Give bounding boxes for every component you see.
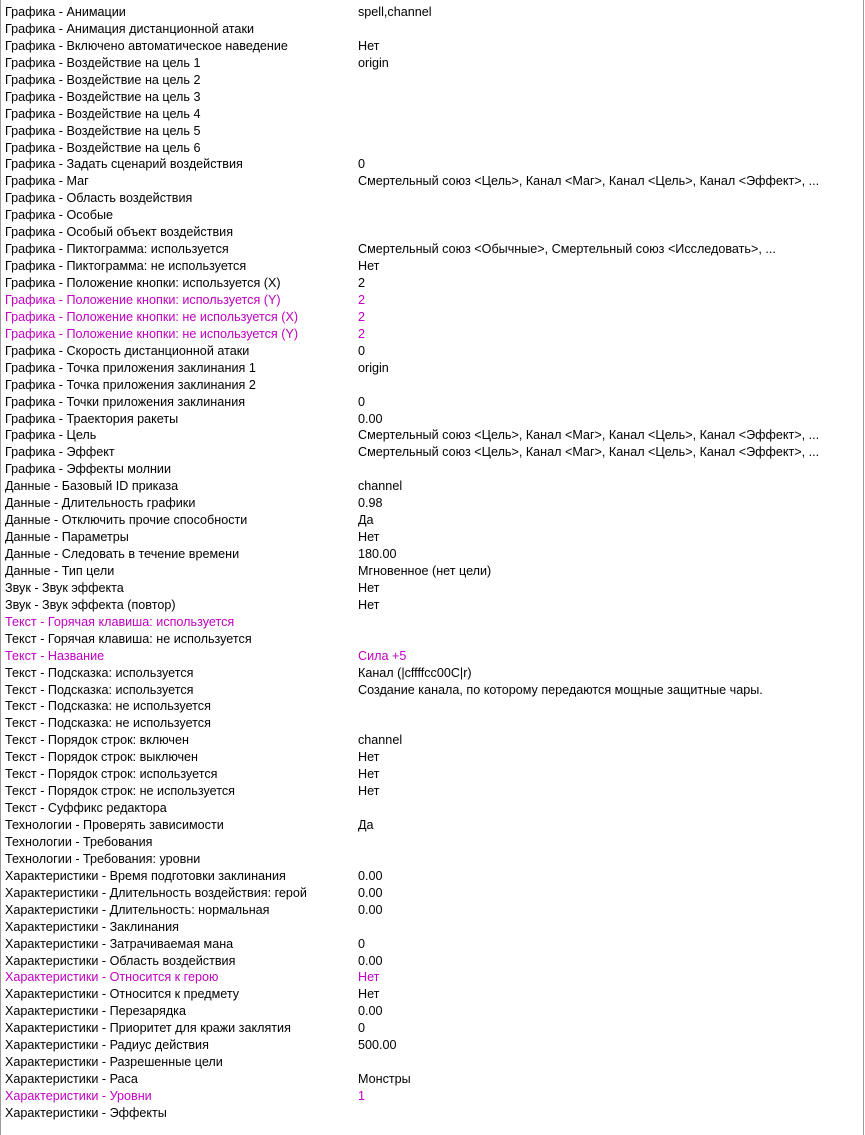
field-value: 2 [358, 309, 366, 324]
field-name: Графика - Пиктограмма: не используется [5, 259, 247, 274]
field-value: spell,channel [358, 5, 432, 19]
field-value: Да [358, 818, 374, 832]
field-value: Да [358, 513, 374, 528]
field-value: Канал (|cffffcc00C|r) [358, 665, 472, 680]
field-row[interactable] [5, 902, 861, 919]
field-name: Данные - Отключить прочие способности [5, 513, 248, 528]
field-row[interactable] [5, 140, 861, 157]
field-name: Графика - Траектория ракеты [5, 411, 179, 426]
field-row[interactable] [5, 377, 861, 394]
field-row[interactable] [5, 411, 861, 428]
field-row[interactable] [5, 190, 861, 207]
field-name: Графика - Воздействие на цель 5 [5, 123, 201, 138]
field-value: Нет [358, 784, 380, 799]
field-value: 180.00 [358, 547, 397, 561]
field-name: Технологии - Проверять зависимости [5, 818, 224, 832]
field-value: 0.00 [358, 411, 383, 426]
field-name: Графика - Особые [5, 208, 114, 223]
field-value: Нет [358, 38, 380, 53]
field-row[interactable] [5, 885, 861, 902]
field-row[interactable] [5, 38, 861, 55]
field-value: Смертельный союз <Цель>, Канал <Маг>, Канал <Цель>, Канал <Эффект>, ... [358, 445, 820, 460]
field-name: Характеристики - Приоритет для кражи заклятия [5, 1021, 291, 1036]
field-name: Характеристики - Эффекты [5, 1105, 167, 1120]
field-name: Графика - Воздействие на цель 4 [5, 106, 201, 121]
field-row[interactable] [5, 326, 861, 343]
field-name: Графика - Воздействие на цель 1 [5, 55, 201, 70]
field-value: 0.98 [358, 496, 383, 511]
field-value: 2 [358, 276, 366, 290]
field-name: Графика - Скорость дистанционной атаки [5, 343, 250, 358]
field-value: Нет [358, 987, 380, 1002]
field-name: Текст - Горячая клавиша: не используется [5, 631, 252, 646]
field-row[interactable] [5, 715, 861, 732]
field-row[interactable] [5, 1105, 861, 1122]
field-name: Технологии - Требования [5, 834, 153, 849]
field-value: 0.00 [358, 902, 383, 917]
field-row[interactable] [5, 969, 861, 986]
field-name: Текст - Подсказка: используется [5, 665, 194, 680]
field-name: Характеристики - Область воздействия [5, 953, 236, 968]
field-name: Характеристики - Длительность: нормальная [5, 902, 270, 917]
field-value: 2 [358, 326, 366, 341]
field-row[interactable] [5, 783, 861, 800]
field-row[interactable] [5, 123, 861, 140]
field-value: 0.00 [358, 1004, 383, 1019]
field-name: Текст - Подсказка: не используется [5, 699, 211, 714]
field-row[interactable] [5, 72, 861, 89]
field-name: Характеристики - Длительность воздействия: герой [5, 885, 307, 900]
field-row[interactable] [5, 698, 861, 715]
field-name: Данные - Следовать в течение времени [5, 547, 240, 561]
field-row[interactable] [5, 224, 861, 241]
field-name: Характеристики - Разрешенные цели [5, 1055, 223, 1070]
field-row[interactable] [5, 444, 861, 461]
field-row[interactable] [5, 461, 861, 478]
fields-rows [5, 4, 861, 1122]
field-value: Нет [358, 750, 380, 765]
field-name: Графика - Область воздействия [5, 191, 193, 206]
field-row[interactable] [5, 156, 861, 173]
field-value: Сила +5 [358, 648, 407, 663]
field-row[interactable] [5, 732, 861, 749]
field-name: Графика - Положение кнопки: используется (Y) [5, 292, 281, 307]
field-value: 0 [358, 394, 366, 409]
field-row[interactable] [5, 1054, 861, 1071]
field-row[interactable] [5, 614, 861, 631]
field-value: Нет [358, 530, 380, 545]
field-value: 2 [358, 292, 366, 307]
field-row[interactable] [5, 21, 861, 38]
field-row[interactable] [5, 936, 861, 953]
field-name: Характеристики - Перезарядка [5, 1004, 186, 1019]
field-name: Технологии - Требования: уровни [5, 851, 201, 866]
field-row[interactable] [5, 868, 861, 885]
field-name: Графика - Эффект [5, 445, 115, 460]
field-row[interactable] [5, 546, 861, 563]
field-row[interactable] [5, 309, 861, 326]
field-row[interactable] [5, 55, 861, 72]
field-value: 0.00 [358, 953, 383, 968]
field-row[interactable] [5, 834, 861, 851]
field-value: Нет [358, 580, 380, 595]
field-name: Графика - Точки приложения заклинания [5, 394, 246, 409]
field-name: Графика - Положение кнопки: используется (X) [5, 276, 281, 290]
field-value: Нет [358, 970, 380, 985]
field-row[interactable] [5, 749, 861, 766]
field-row[interactable] [5, 766, 861, 783]
field-value: channel [358, 733, 403, 748]
field-row[interactable] [5, 495, 861, 512]
field-name: Данные - Параметры [5, 530, 129, 545]
field-value: 0 [358, 1021, 366, 1036]
field-row[interactable] [5, 106, 861, 123]
field-value: 0 [358, 936, 366, 951]
field-value: 0 [358, 157, 366, 172]
field-row[interactable] [5, 207, 861, 224]
field-name: Текст - Порядок строк: выключен [5, 750, 199, 765]
field-row[interactable] [5, 1037, 861, 1054]
field-name: Текст - Горячая клавиша: используется [5, 614, 235, 629]
field-row[interactable] [5, 1071, 861, 1088]
field-name: Текст - Суффикс редактора [5, 801, 167, 816]
field-row[interactable] [5, 394, 861, 411]
field-value: origin [358, 55, 389, 70]
field-name: Характеристики - Относится к предмету [5, 987, 240, 1002]
field-row[interactable] [5, 682, 861, 699]
field-row[interactable] [5, 89, 861, 106]
field-value: Нет [358, 597, 380, 612]
field-value: channel [358, 479, 403, 494]
field-value: Мгновенное (нет цели) [358, 563, 492, 578]
field-name: Текст - Порядок строк: включен [5, 733, 189, 748]
field-row[interactable] [5, 4, 861, 21]
field-row[interactable] [5, 1088, 861, 1105]
field-name: Текст - Порядок строк: используется [5, 767, 218, 782]
field-name: Текст - Порядок строк: не используется [5, 784, 235, 799]
field-value: Создание канала, по которому передаются мощные защитные чары. [358, 682, 763, 697]
field-value: 1 [358, 1089, 366, 1103]
field-name: Звук - Звук эффекта (повтор) [5, 597, 176, 612]
field-name: Текст - Название [5, 648, 105, 663]
field-row[interactable] [5, 580, 861, 597]
field-name: Текст - Подсказка: используется [5, 682, 194, 697]
field-row[interactable] [5, 258, 861, 275]
field-value: 0.00 [358, 885, 383, 900]
field-row[interactable] [5, 953, 861, 970]
field-value: Смертельный союз <Цель>, Канал <Маг>, Канал <Цель>, Канал <Эффект>, ... [358, 428, 820, 443]
field-name: Характеристики - Время подготовки заклинания [5, 868, 286, 883]
field-name: Данные - Базовый ID приказа [5, 479, 179, 494]
field-row[interactable] [5, 241, 861, 258]
field-value: origin [358, 360, 389, 375]
field-row[interactable] [5, 800, 861, 817]
field-name: Данные - Тип цели [5, 563, 115, 578]
field-value: Смертельный союз <Обычные>, Смертельный союз <Исследовать>, ... [358, 242, 776, 257]
field-row[interactable] [5, 512, 861, 529]
field-row[interactable] [5, 986, 861, 1003]
field-name: Характеристики - Раса [5, 1072, 138, 1087]
field-row[interactable] [5, 597, 861, 614]
field-name: Графика - Воздействие на цель 3 [5, 89, 201, 104]
field-name: Графика - Воздействие на цель 2 [5, 72, 201, 87]
field-name: Характеристики - Уровни [5, 1089, 152, 1103]
field-row[interactable] [5, 817, 861, 834]
field-row[interactable] [5, 851, 861, 868]
field-row[interactable] [5, 648, 861, 665]
field-row[interactable] [5, 1020, 861, 1037]
field-row[interactable] [5, 919, 861, 936]
field-name: Текст - Подсказка: не используется [5, 716, 211, 731]
field-name: Звук - Звук эффекта [5, 580, 124, 595]
field-name: Графика - Анимации [5, 5, 126, 19]
field-name: Графика - Задать сценарий воздействия [5, 157, 243, 172]
field-row[interactable] [5, 1003, 861, 1020]
field-name: Графика - Включено автоматическое наведение [5, 38, 288, 53]
field-name: Графика - Анимация дистанционной атаки [5, 21, 254, 36]
field-row[interactable] [5, 292, 861, 309]
field-value: Нет [358, 767, 380, 782]
field-name: Графика - Воздействие на цель 6 [5, 140, 201, 155]
field-value: Нет [358, 259, 380, 274]
field-row[interactable] [5, 563, 861, 580]
field-value: 500.00 [358, 1038, 397, 1053]
field-value: Смертельный союз <Цель>, Канал <Маг>, Канал <Цель>, Канал <Эффект>, ... [358, 174, 820, 189]
field-row[interactable] [5, 631, 861, 648]
field-row[interactable] [5, 275, 861, 292]
field-name: Характеристики - Затрачиваемая мана [5, 936, 234, 951]
field-row[interactable] [5, 529, 861, 546]
field-value: 0 [358, 343, 366, 358]
field-value: Монстры [358, 1072, 411, 1087]
field-name: Графика - Положение кнопки: не используется (Y) [5, 326, 299, 341]
field-row[interactable] [5, 343, 861, 360]
field-name: Графика - Точка приложения заклинания 2 [5, 377, 256, 392]
field-name: Графика - Эффекты молнии [5, 462, 172, 477]
field-name: Графика - Маг [5, 174, 89, 189]
field-row[interactable] [5, 173, 861, 190]
field-name: Графика - Цель [5, 428, 97, 443]
field-name: Характеристики - Радиус действия [5, 1038, 209, 1053]
field-name: Данные - Длительность графики [5, 496, 196, 511]
field-name: Графика - Положение кнопки: не используется (X) [5, 309, 299, 324]
field-row[interactable] [5, 665, 861, 682]
field-value: 0.00 [358, 868, 383, 883]
field-row[interactable] [5, 427, 861, 444]
field-name: Характеристики - Заклинания [5, 919, 179, 934]
field-name: Характеристики - Относится к герою [5, 970, 219, 985]
field-row[interactable] [5, 478, 861, 495]
field-name: Графика - Особый объект воздействия [5, 225, 234, 240]
field-row[interactable] [5, 360, 861, 377]
field-name: Графика - Точка приложения заклинания 1 [5, 360, 256, 375]
field-name: Графика - Пиктограмма: используется [5, 242, 229, 257]
